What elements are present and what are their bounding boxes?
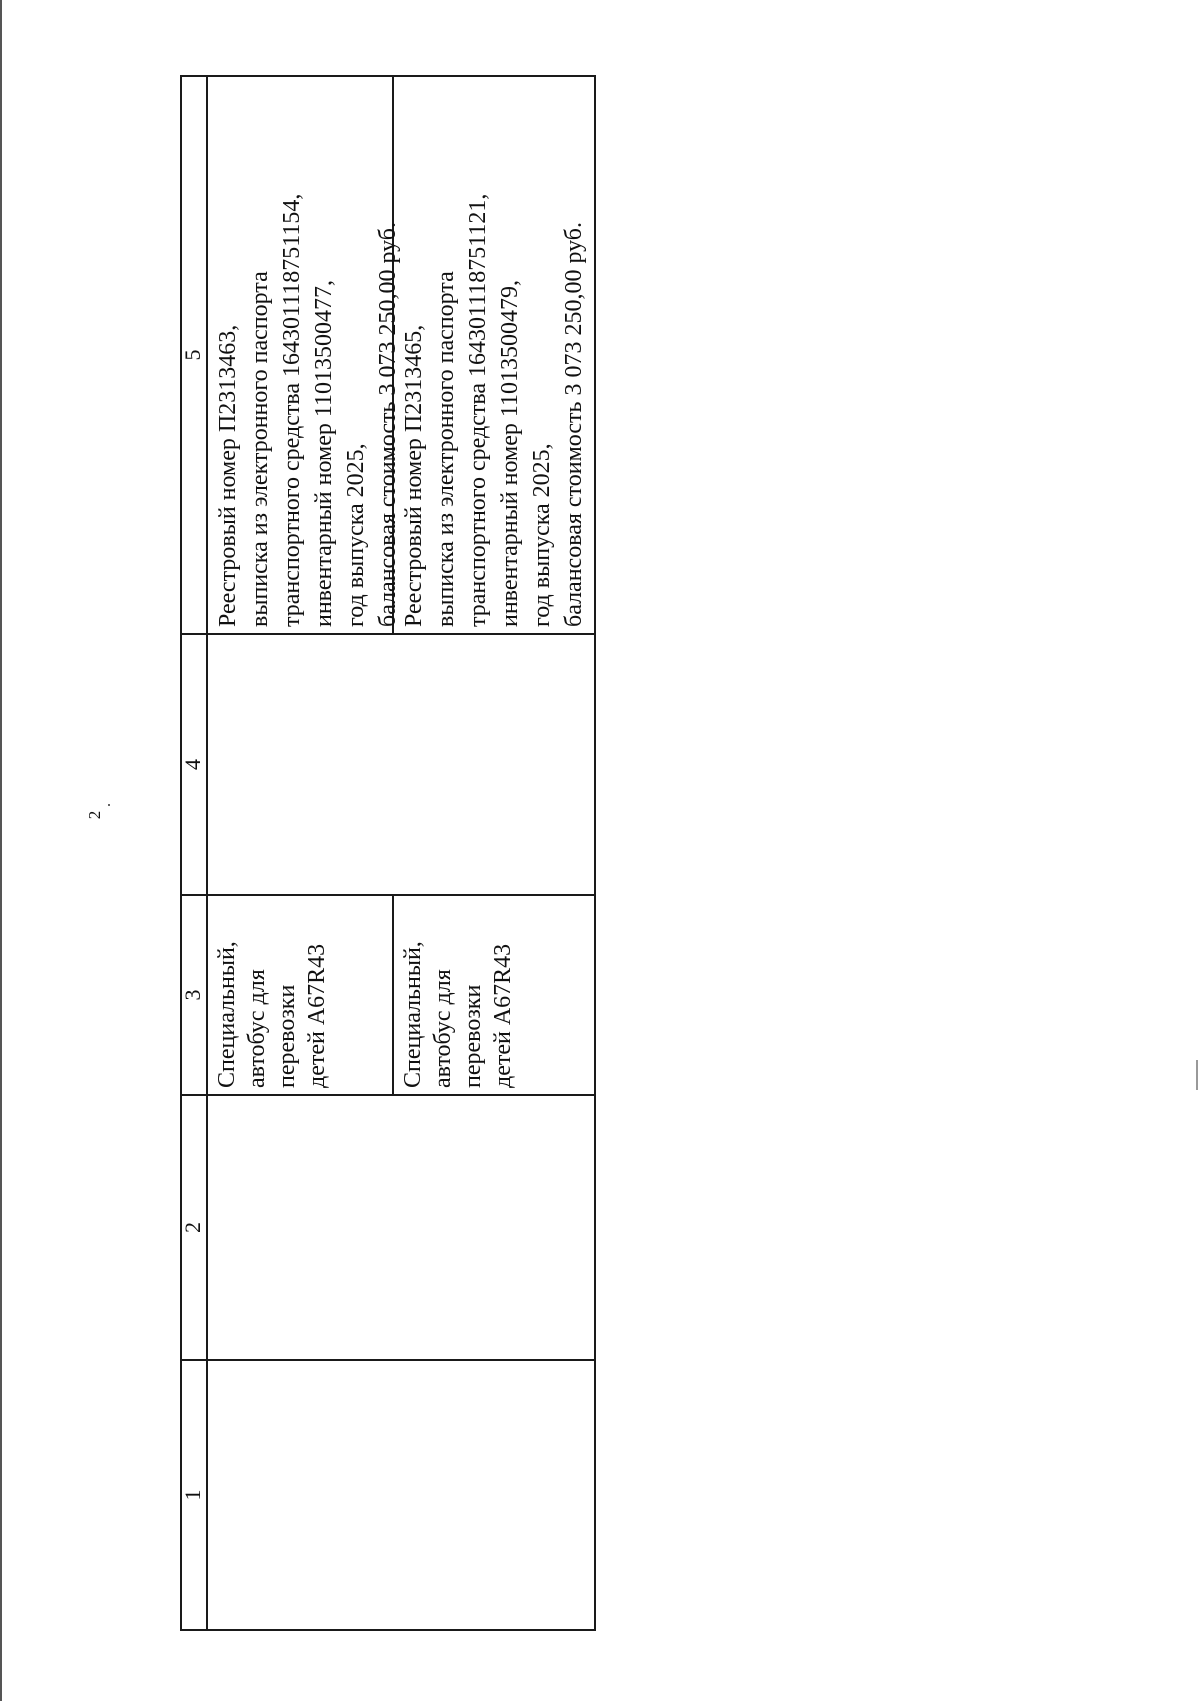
row1-details-line: год выпуска 2025, xyxy=(343,443,369,627)
header-col-5: 5 xyxy=(180,349,205,361)
row2-name-line: детей A67R43 xyxy=(490,943,516,1088)
row1-vehicle-details xyxy=(208,77,401,633)
row1-details-line: Реестровый номер П2313463, xyxy=(215,324,241,627)
page-number: 2 xyxy=(85,810,104,820)
row2-vehicle-details xyxy=(394,77,594,633)
row1-details-line: инвентарный номер 11013500477, xyxy=(311,280,337,627)
col-sep-1 xyxy=(180,1359,596,1361)
row1-details-line: балансовая стоимость 3 073 250,00 руб. xyxy=(375,221,401,627)
row2-details-line: год выпуска 2025, xyxy=(529,443,555,627)
row1-name-line: Специальный, xyxy=(214,941,240,1088)
rotated-table xyxy=(180,75,596,1631)
row1-details-line: выписка из электронного паспорта xyxy=(247,271,273,627)
row1-name-line: детей A67R43 xyxy=(304,943,330,1088)
col-sep-4 xyxy=(180,633,596,635)
row1-name-line: перевозки xyxy=(274,984,300,1088)
row1-details-line: транспортного средства 164301118751154, xyxy=(279,193,305,627)
row2-details-line: балансовая стоимость 3 073 250,00 руб. xyxy=(561,221,587,627)
table-border-bottom xyxy=(594,75,596,1631)
row2-details-line: транспортного средства 164301118751121, xyxy=(465,193,491,627)
row1-name-line: автобус для xyxy=(244,969,270,1088)
header-col-2: 2 xyxy=(180,1222,205,1233)
row2-name-line: Специальный, xyxy=(400,941,426,1088)
scan-left-edge xyxy=(0,0,2,1701)
header-col-4: 4 xyxy=(180,759,205,770)
property-table xyxy=(180,75,596,1631)
row2-details-line: выписка из электронного паспорта xyxy=(433,271,459,627)
row2-name-line: автобус для xyxy=(430,969,456,1088)
col-sep-2 xyxy=(180,1094,596,1096)
header-col-1: 1 xyxy=(180,1489,205,1501)
row2-vehicle-name xyxy=(394,896,594,1094)
row2-details-line: инвентарный номер 11013500479, xyxy=(497,280,523,627)
scan-speck xyxy=(108,804,110,806)
row1-vehicle-name xyxy=(208,896,392,1094)
table-border-left xyxy=(180,1629,596,1631)
scan-edge-mark xyxy=(1196,1060,1198,1090)
header-col-3: 3 xyxy=(180,989,205,1001)
row2-details-line: Реестровый номер П2313465, xyxy=(401,324,427,627)
row2-name-line: перевозки xyxy=(460,984,486,1088)
